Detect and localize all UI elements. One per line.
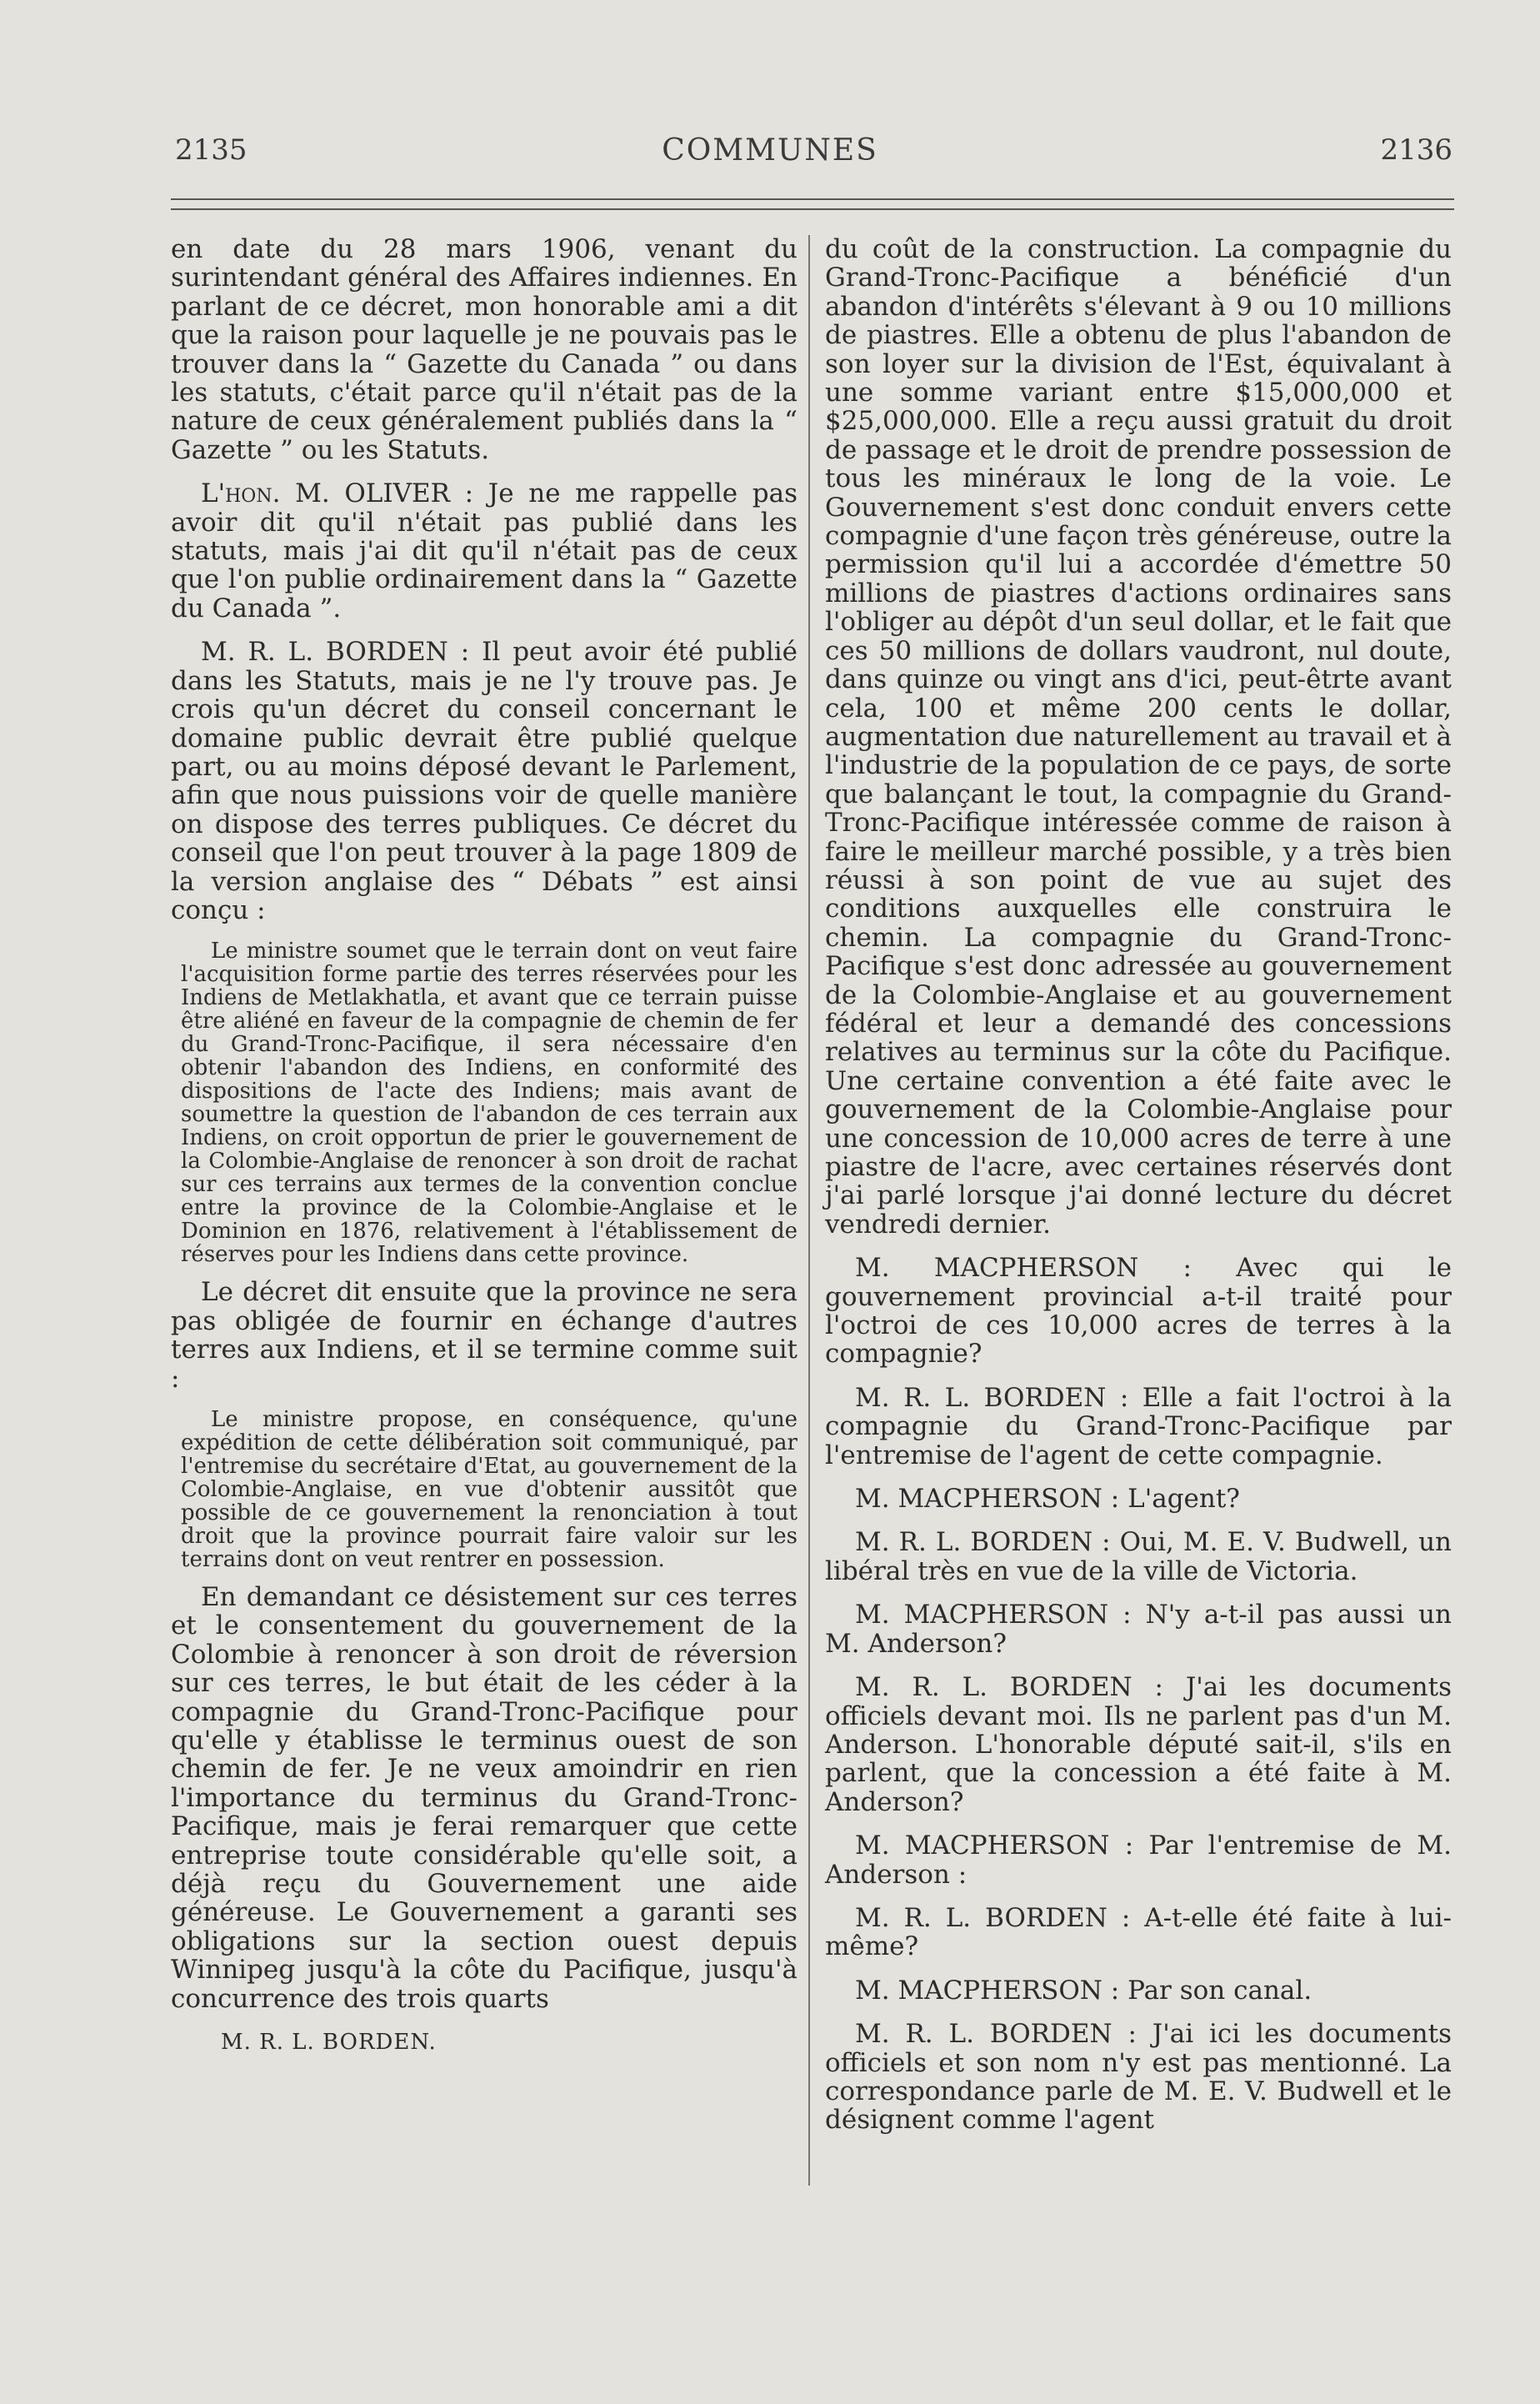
speech-text: Il peut avoir été publié dans les Statuts, mais je ne l'y trouve pas. Je crois qu'un décret du conseil concernant le domaine public devrait être publié quelque part, ou au moins déposé devant le Parlement, afin que nous puissions voir de quelle manière on dispose des terres publiques. Ce décret du conseil que l'on peut trouver à la page 1809 de la version anglaise des “ Débats ” est ainsi conçu : bbox=[171, 637, 798, 925]
speech-text: Avec qui le gouvernement provincial a-t-il traité pour l'octroi de ces 10,000 acres de terres à la compagnie? bbox=[825, 1253, 1452, 1370]
signature-line: M. R. L. BORDEN. bbox=[221, 2030, 437, 2056]
speech-macpherson bbox=[825, 1254, 1452, 1369]
page-number-right: 2136 bbox=[1380, 133, 1452, 167]
speech-borden bbox=[825, 1673, 1452, 1816]
header-rule-bottom bbox=[171, 208, 1454, 210]
speech-borden bbox=[825, 1384, 1452, 1470]
speaker-name: L'hon. M. OLIVER : bbox=[201, 478, 474, 509]
speaker-name: M. MACPHERSON : bbox=[855, 1253, 1192, 1284]
speaker-name: M. R. L. BORDEN : bbox=[855, 1382, 1129, 1413]
speech-macpherson bbox=[825, 1831, 1452, 1889]
quotation-minister-proposal: Le ministre propose, en conséquence, qu'une expédition de cette délibération soit communiqué, par l'entremise du secrétaire d'Etat, au gouvernement de la Colombie-Anglaise, en vue d'obtenir aussitôt que possible de ce gouvernement la renonciation à tout droit que la province pourrait faire valoir sur les terrains dont on veut rentrer en possession. bbox=[181, 1406, 798, 1572]
speech-macpherson bbox=[825, 1976, 1452, 2005]
paragraph: En demandant ce désistement sur ces terres et le consentement du gouvernement de la Colombie à renoncer à son droit de réversion sur ces terres, le but était de les céder à la compagnie du Grand-Tronc-Pacifique pour qu'elle y établisse le terminus ouest de son chemin de fer. Je ne veux amoindrir en rien l'importance du terminus du Grand-Tronc-Pacifique, mais je ferai remarquer que cette entreprise toute considérable qu'elle soit, a déjà reçu du Gouvernement une aide généreuse. Le Gouvernement a garanti ses obligations sur la section ouest depuis Winnipeg jusqu'à la côte du Pacifique, jusqu'à concurrence des trois quarts bbox=[171, 1581, 798, 2014]
speech-text: N'y a-t-il pas aussi un M. Anderson? bbox=[825, 1600, 1452, 1659]
paragraph: du coût de la construction. La compagnie du Grand-Tronc-Pacifique a bénéficié d'un abandon d'intérêts s'élevant à 9 ou 10 millions de piastres. Elle a obtenu de plus l'abandon de son loyer sur la division de l'Est, équivalant à une somme variant entre $15,000,000 et $25,000,000. Elle a reçu aussi gratuit du droit de passage et le droit de prendre possession de tous les minéraux le long de la voie. Le Gouvernement s'est donc conduit envers cette compagnie d'une façon très généreuse, outre la permission qu'il lui a accordée d'émettre 50 millions de piastres d'actions ordinaires sans l'obliger au dépôt d'un seul dollar, et le fait que ces 50 millions de dollars vaudront, nul doute, dans quinze ou vingt ans d'ici, peut-êtrte avant cela, 100 et même 200 cents le dollar, augmentation due naturellement au travail et à l'industrie de la population de ce pays, de sorte que balançant le tout, la compagnie du Grand-Tronc-Pacifique intéressée comme de raison à faire le meilleur marché possible, y a très bien réussi à son point de vue au sujet des conditions auxquelles elle construira le chemin. La compagnie du Grand-Tronc-Pacifique s'est donc adressée au gouvernement de la Colombie-Anglaise et au gouvernement fédéral et leur a demandé des concessions relatives au terminus sur la côte du Pacifique. Une certaine convention a été faite avec le gouvernement de la Colombie-Anglaise pour une concession de 10,000 acres de terre à une piastre de l'acre, avec certaines réservés dont j'ai parlé lorsque j'ai donné lecture du décret vendredi dernier. bbox=[825, 234, 1452, 1240]
left-column bbox=[171, 235, 798, 2056]
paragraph: en date du 28 mars 1906, venant du surintendant général des Affaires indiennes. En parlant de ce décret, mon honorable ami a dit que la raison pour laquelle je ne pouvais pas le trouver dans la “ Gazette du Canada ” ou dans les statuts, c'était parce qu'il n'était pas de la nature de ceux généralement publiés dans la “ Gazette ” ou les Statuts. bbox=[171, 234, 798, 465]
page-number-left: 2135 bbox=[175, 133, 248, 167]
speech-borden bbox=[825, 2020, 1452, 2135]
speaker-name: M. R. L. BORDEN : bbox=[855, 1672, 1163, 1703]
speaker-name: M. R. L. BORDEN : bbox=[201, 637, 470, 668]
speech-text: Elle a fait l'octroi à la compagnie du Grand-Tronc-Pacifique par l'entremise de l'agent de cette compagnie. bbox=[825, 1382, 1452, 1470]
paragraph: Le décret dit ensuite que la province ne sera pas obligée de fournir en échange d'autres terres aux Indiens, et il se termine comme suit : bbox=[171, 1277, 798, 1394]
speaker-name: M. R. L. BORDEN : bbox=[855, 1902, 1131, 1933]
speech-text: A-t-elle été faite à lui-même? bbox=[825, 1902, 1452, 1962]
speech-text: Je ne me rappelle pas avoir dit qu'il n'était pas publié dans les statuts, mais j'ai dit qu'il n'était pas de ceux que l'on publie ordinairement dans la “ Gazette du Canada ”. bbox=[171, 478, 798, 624]
speech-text: Oui, M. E. V. Budwell, un libéral très en vue de la ville de Victoria. bbox=[825, 1527, 1452, 1586]
speech-oliver bbox=[171, 479, 798, 623]
header-rule-top bbox=[171, 198, 1454, 200]
speaker-name: M. R. L. BORDEN : bbox=[855, 2019, 1137, 2050]
page-title: COMMUNES bbox=[662, 133, 878, 168]
quotation-order-in-council: Le ministre soumet que le terrain dont on veut faire l'acquisition forme partie des terres réservées pour les Indiens de Metlakhatla, et avant que ce terrain puisse être aliéné en faveur de la compagnie de chemin de fer du Grand-Tronc-Pacifique, il sera nécessaire d'en obtenir l'abandon des Indiens, en conformité des dispositions de l'acte des Indiens; mais avant de soumettre la question de l'abandon de ces terrain aux Indiens, on croit opportun de prier le gouvernement de la Colombie-Anglaise de renoncer à son droit de rachat sur ces terrains aux termes de la convention conclue entre la province de la Colombie-Anglaise et le Dominion en 1876, relativement à l'établissement de réserves pour les Indiens dans cette province. bbox=[181, 939, 798, 1268]
speech-text: Par son canal. bbox=[1119, 1975, 1312, 2006]
speech-text: Par l'entremise de M. Anderson : bbox=[825, 1831, 1452, 1890]
speech-text: J'ai ici les documents officiels et son nom n'y est pas mentionné. La correspondance parle de M. E. V. Budwell et le désignent comme l'agent bbox=[825, 2019, 1452, 2136]
speech-text: L'agent? bbox=[1119, 1484, 1240, 1515]
speech-borden bbox=[825, 1528, 1452, 1585]
column-divider bbox=[808, 235, 810, 2186]
speech-borden bbox=[171, 638, 798, 924]
speech-text: J'ai les documents officiels devant moi. Ils ne parlent pas d'un M. Anderson. L'honorable député sait-il, s'ils en parlent, que la concession a été faite à M. Anderson? bbox=[825, 1672, 1452, 1817]
right-column bbox=[825, 235, 1452, 2150]
speech-macpherson bbox=[825, 1485, 1452, 1513]
speaker-name: M. R. L. BORDEN : bbox=[855, 1527, 1111, 1558]
speech-borden bbox=[825, 1904, 1452, 1961]
speaker-name: M. MACPHERSON : bbox=[855, 1831, 1134, 1861]
speaker-name: M. MACPHERSON : bbox=[855, 1600, 1132, 1630]
speaker-name: M. MACPHERSON : bbox=[855, 1484, 1120, 1515]
speaker-name: M. MACPHERSON : bbox=[855, 1975, 1120, 2006]
speech-macpherson bbox=[825, 1600, 1452, 1658]
